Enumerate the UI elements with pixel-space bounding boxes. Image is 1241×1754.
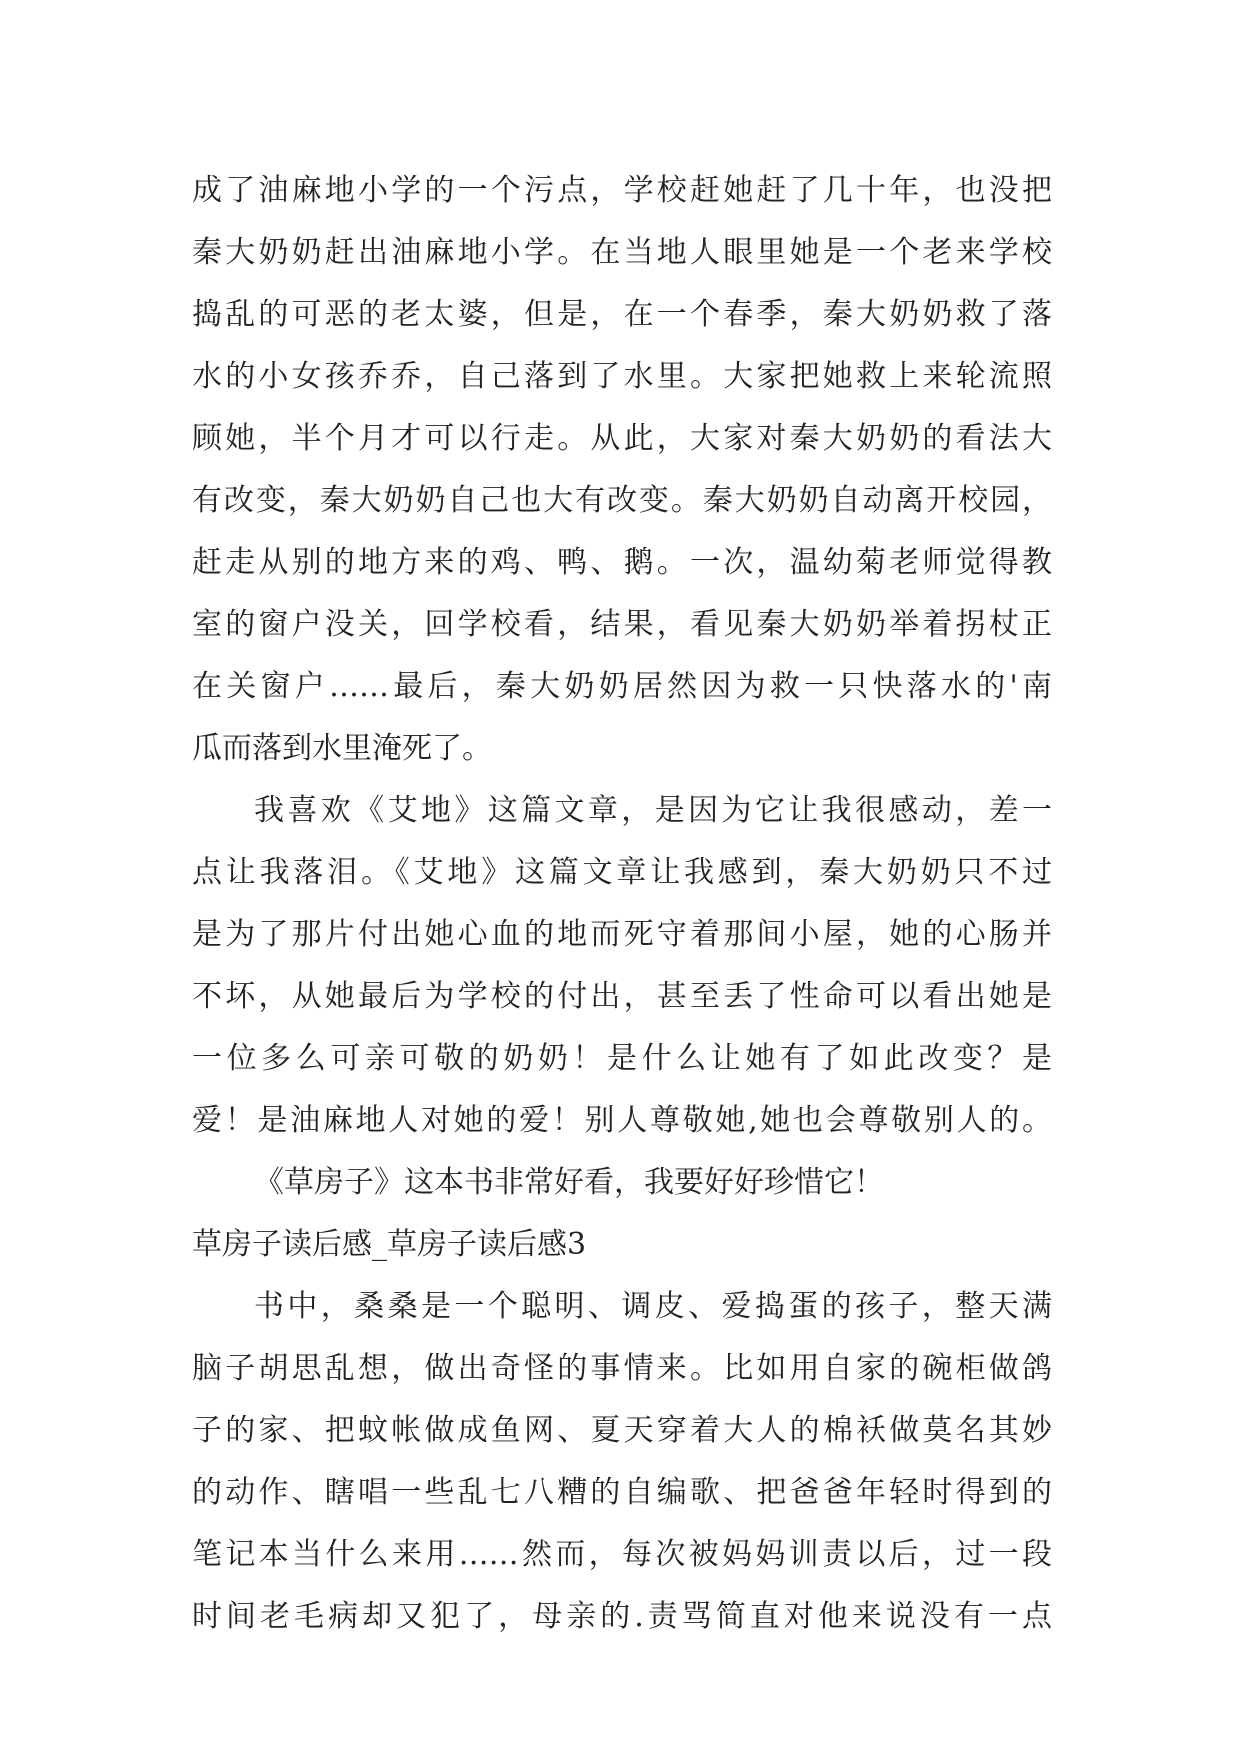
text-line: 在关窗户……最后，秦大奶奶居然因为救一只快落水的'南 [192, 669, 1052, 704]
text-line: 我喜欢《艾地》这篇文章，是因为它让我很感动，差一 [254, 793, 1052, 828]
text-line: 瓜而落到水里淹死了。 [192, 731, 492, 766]
text-line: 赶走从别的地方来的鸡、鸭、鹅。一次，温幼菊老师觉得教 [192, 545, 1052, 580]
text-line: 笔记本当什么来用……然而，每次被妈妈训责以后，过一段 [192, 1537, 1052, 1572]
text-line: 草房子读后感_草房子读后感3 [192, 1227, 587, 1262]
text-line: 成了油麻地小学的一个污点，学校赶她赶了几十年，也没把 [192, 173, 1052, 208]
text-line: 秦大奶奶赶出油麻地小学。在当地人眼里她是一个老来学校 [192, 235, 1052, 270]
text-line: 的动作、瞎唱一些乱七八糟的自编歌、把爸爸年轻时得到的 [192, 1475, 1052, 1510]
text-line: 水的小女孩乔乔，自己落到了水里。大家把她救上来轮流照 [192, 359, 1052, 394]
text-line: 有改变，秦大奶奶自己也大有改变。秦大奶奶自动离开校园， [192, 483, 1052, 518]
text-line: 不坏，从她最后为学校的付出，甚至丢了性命可以看出她是 [192, 979, 1052, 1014]
text-line: 脑子胡思乱想，做出奇怪的事情来。比如用自家的碗柜做鸽 [192, 1351, 1052, 1386]
text-line: 时间老毛病却又犯了，母亲的.责骂简直对他来说没有一点 [192, 1599, 1052, 1634]
text-line: 书中，桑桑是一个聪明、调皮、爱捣蛋的孩子，整天满 [254, 1289, 1052, 1324]
text-line: 捣乱的可恶的老太婆，但是，在一个春季，秦大奶奶救了落 [192, 297, 1052, 332]
text-line: 顾她，半个月才可以行走。从此，大家对秦大奶奶的看法大 [192, 421, 1052, 456]
text-line: 点让我落泪。《艾地》这篇文章让我感到，秦大奶奶只不过 [192, 855, 1052, 890]
text-line: 室的窗户没关，回学校看，结果，看见秦大奶奶举着拐杖正 [192, 607, 1052, 642]
text-line: 子的家、把蚊帐做成鱼网、夏天穿着大人的棉袄做莫名其妙 [192, 1413, 1052, 1448]
body-text [192, 160, 1052, 1648]
text-line: 《草房子》这本书非常好看，我要好好珍惜它！ [254, 1165, 884, 1200]
text-line: 一位多么可亲可敬的奶奶！是什么让她有了如此改变？是 [192, 1041, 1052, 1076]
text-line: 是为了那片付出她心血的地而死守着那间小屋，她的心肠并 [192, 917, 1052, 952]
text-line: 爱！是油麻地人对她的爱！别人尊敬她,她也会尊敬别人的。 [192, 1103, 1052, 1138]
